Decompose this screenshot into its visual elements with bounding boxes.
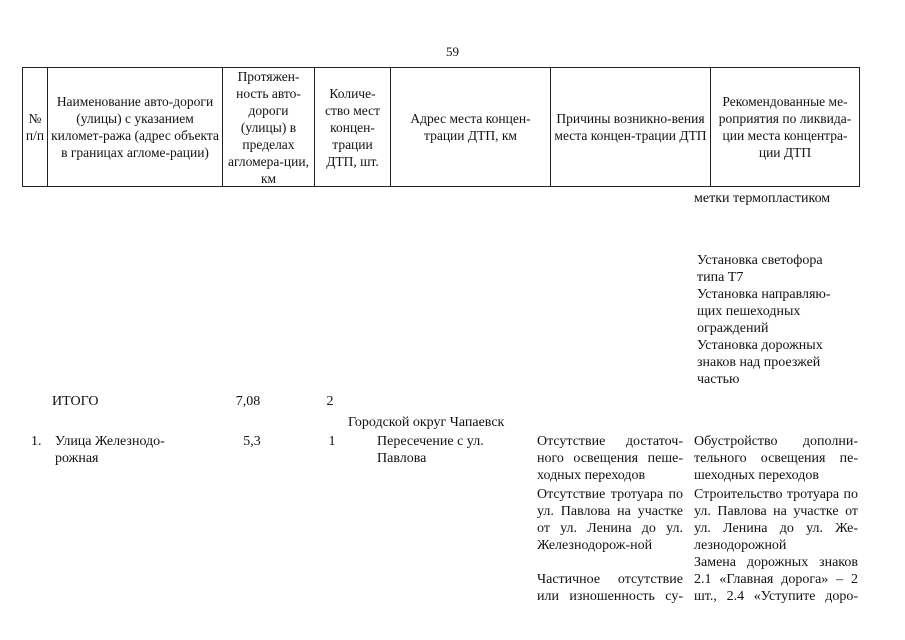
header-num: № п/п (23, 68, 48, 186)
page-number: 59 (446, 44, 459, 59)
row-measure-3: Замена дорожных знаков 2.1 «Главная дорога» – 2 шт., 2.4 «Уступите доро- (694, 555, 858, 604)
row-address: Пересечение с ул. Павлова (377, 434, 484, 466)
measure-cont-2: Установка светофора типа Т7 (697, 253, 823, 285)
table-header (22, 67, 860, 187)
row-length: 5,3 (243, 434, 261, 449)
measure-cont-1: метки термопластиком (694, 191, 831, 206)
row-reason-1: Отсутствие достаточ-ного освещения пеше-ходных переходов (537, 434, 683, 483)
measure-cont-4: Установка дорожных знаков над проезжей частью (697, 338, 823, 387)
header-measures: Рекомендованные ме-роприятия по ликвида-ции места концентра-ции ДТП (718, 94, 852, 160)
measure-cont-3: Установка направляю-щих пешеходных ограждений (697, 287, 831, 336)
total-count: 2 (326, 394, 334, 409)
row-measure-2: Строительство тротуара по ул. Павлова на участке от ул. Ленина до ул. Же-лезнодорожной (694, 487, 858, 553)
header-road-name: Наименование авто-дороги (улицы) с указанием километ-ража (адрес объекта в границах агломе-рации) (48, 68, 223, 186)
header-length: Протяжен-ность авто-дороги (улицы) в пределах агломера-ции, км (223, 68, 315, 186)
header-count: Количе-ство мест концен-трации ДТП, шт. (315, 68, 391, 186)
row-reason-3: Частичное отсутствие или изношенность су- (537, 572, 683, 604)
header-reasons: Причины возникно-вения места концен-трации ДТП (551, 68, 711, 186)
header-address: Адрес места концен-трации ДТП, км (391, 68, 551, 186)
total-label: ИТОГО (52, 394, 99, 409)
row-num: 1. (31, 434, 42, 449)
row-measure-1: Обустройство дополни-тельного освещения пе-шеходных переходов (694, 434, 858, 483)
row-road: Улица Железнодо-рожная (55, 434, 165, 466)
total-length: 7,08 (235, 394, 261, 409)
district-title: Городской округ Чапаевск (348, 415, 505, 430)
row-reason-2: Отсутствие тротуара по ул. Павлова на участке от ул. Ленина до ул. Железнодорож-ной (537, 487, 683, 553)
row-count: 1 (328, 434, 336, 449)
